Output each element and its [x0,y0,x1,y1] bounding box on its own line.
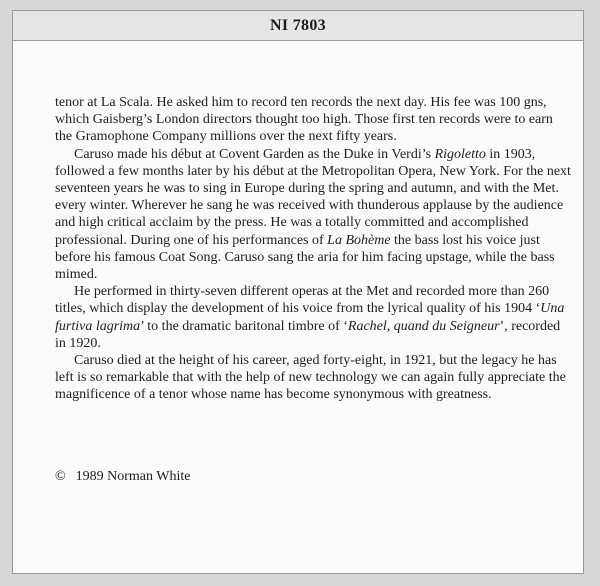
paragraph [55,146,573,284]
copyright-symbol: © [55,469,66,484]
text-run: in 1903, followed a few months later by his début at the Metropolitan Opera, New York. For the next seventeen years he was to sing in Europe during the spring and autumn, and with the Met. every winter. Wherever he sang he was received with thunderous applause by the audience and high critical acclaim by the press. He was a totally committed and accomplished professional. During one of his performances of [55,146,571,248]
copyright-line [55,468,190,485]
italic-title: Una furtiva lagrima [55,301,565,334]
article-body [55,94,573,404]
paragraph [55,352,573,404]
booklet-page [12,10,584,574]
text-run: ’, recorded in 1920. [55,318,561,351]
text-run: Caruso died at the height of his career, aged forty-eight, in 1921, but the legacy he has left is so remarkable that with the help of new technology we can again fully appreciate the magnificence of a tenor whose name has become synonymous with greatness. [55,353,566,403]
text-run: ’ to the dramatic baritonal timbre of ‘ [140,318,348,334]
catalog-number: NI 7803 [270,16,326,34]
text-run: Caruso made his début at Covent Garden as the Duke in Verdi’s [74,146,435,162]
italic-title: Rigoletto [434,146,486,162]
paragraph [55,94,573,146]
italic-title: La Bohème [327,232,391,248]
paragraph [55,283,573,352]
text-run: He performed in thirty-seven different operas at the Met and recorded more than 260 titles, which display the development of his voice from the lyrical quality of his 1904 ‘ [55,284,550,317]
text-run: tenor at La Scala. He asked him to record ten records the next day. His fee was 100 gns, which Gaisberg’s London directors thought too high. Those first ten records were to earn the Gramophone Company millions over the next fifty years. [55,95,553,145]
italic-title: Rachel, quand du Seigneur [347,318,500,334]
copyright-text: 1989 Norman White [75,469,191,484]
header-bar [13,11,583,41]
text-run: the bass lost his voice just before his famous Coat Song. Caruso sang the aria for him facing upstage, while the bass mimed. [55,232,555,283]
